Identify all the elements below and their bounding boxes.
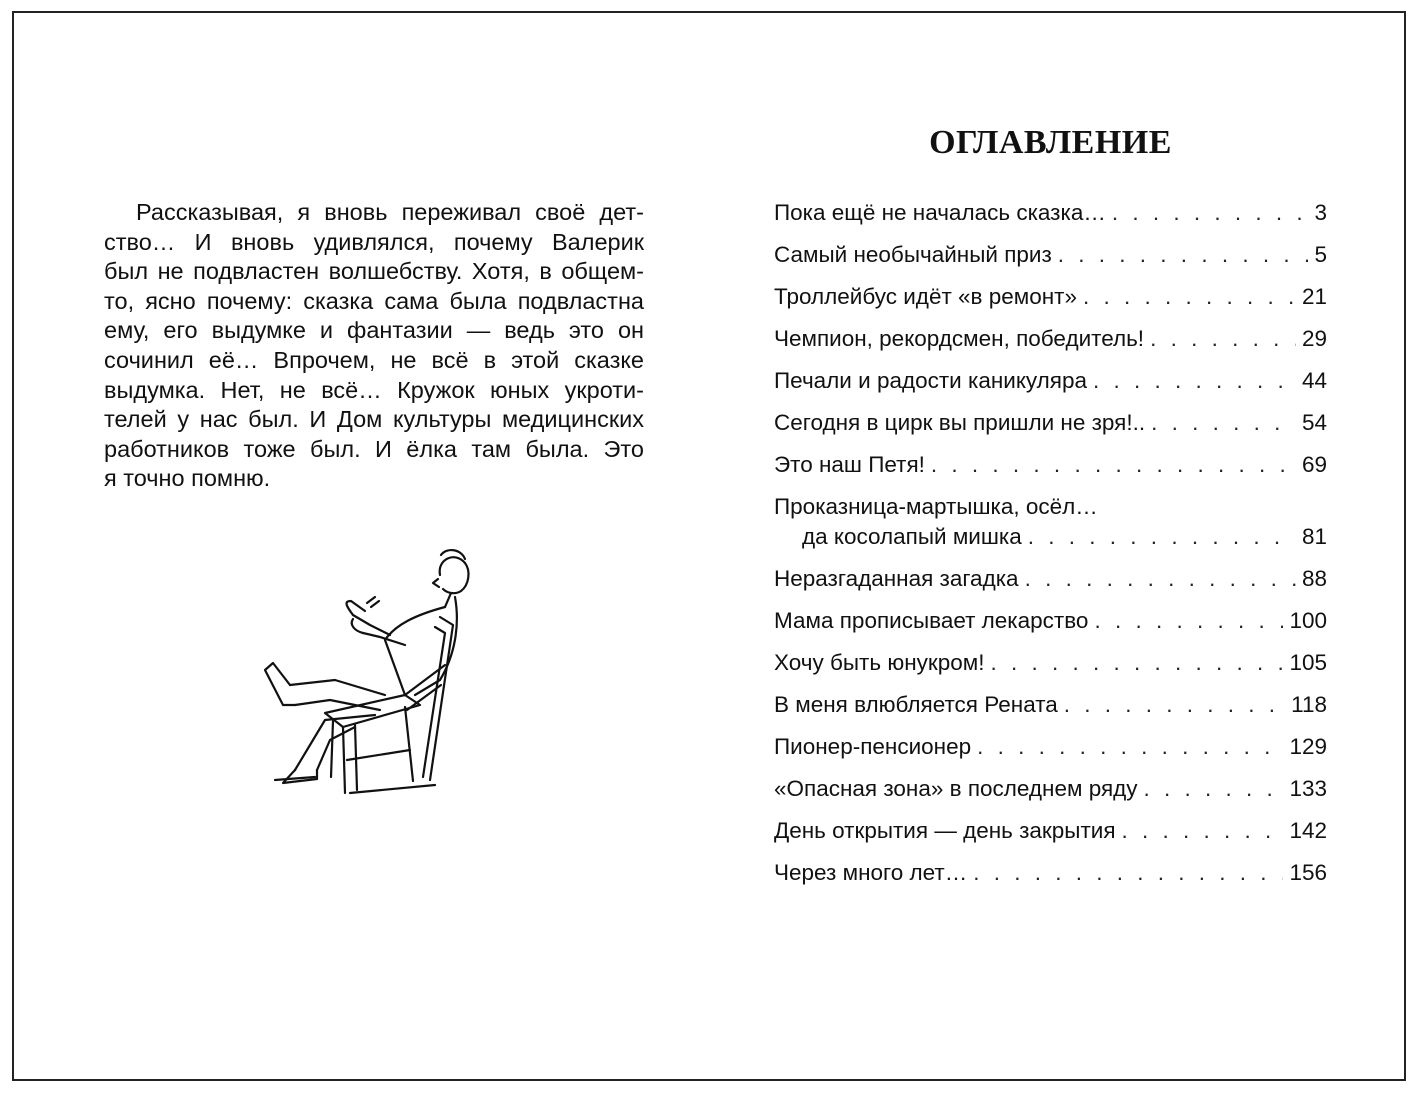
toc-entry-title: Это наш Петя! [774, 452, 925, 477]
toc-entry-title: Чемпион, рекордсмен, победитель! [774, 326, 1145, 351]
toc-entry-page: 54 [1301, 410, 1327, 435]
toc-entry-title-line1[interactable]: Проказница-мартышка, осёл… [774, 494, 1098, 519]
toc-leader-dots [1151, 410, 1296, 436]
toc-entry-page: 105 [1289, 650, 1327, 675]
text-line: то, ясно почему: сказка сама была подвластна [104, 287, 644, 314]
toc-entry-title: Самый необычайный приз [774, 242, 1052, 267]
text-line: телей у нас был. И Дом культуры медицинских [104, 406, 644, 433]
toc-entry-title: Пионер-пенсионер [774, 734, 972, 759]
toc-leader-dots [1064, 692, 1285, 718]
toc-entry-page: 142 [1289, 818, 1327, 843]
toc-leader-dots [1025, 566, 1296, 592]
toc-entry-page: 129 [1289, 734, 1327, 759]
toc-entry-page: 21 [1301, 284, 1327, 309]
boy-on-chair-illustration [255, 545, 475, 795]
toc-entry[interactable] [774, 776, 1327, 802]
toc-entry[interactable] [774, 818, 1327, 844]
toc-entry-page: 44 [1301, 368, 1327, 393]
text-line: я точно помню. [104, 465, 271, 492]
toc-entry-title: Печали и радости каникуляра [774, 368, 1088, 393]
toc-entry[interactable] [774, 410, 1327, 436]
toc-entry[interactable] [774, 242, 1327, 268]
toc-entry[interactable] [774, 326, 1327, 352]
toc-entry-title: Неразгаданная загадка [774, 566, 1019, 591]
toc-entry[interactable] [774, 650, 1327, 676]
text-line: сочинил её… Впрочем, не всё в этой сказке [104, 346, 644, 373]
toc-entry[interactable] [774, 860, 1327, 886]
toc-entry-page: 81 [1301, 524, 1327, 549]
toc-leader-dots [1083, 284, 1296, 310]
toc-entry-title: «Опасная зона» в последнем ряду [774, 776, 1138, 801]
text-line: выдумка. Нет, не всё… Кружок юных укроти- [104, 376, 644, 403]
text-line: Рассказывая, я вновь переживал своё дет- [136, 199, 644, 225]
toc-entry-title-line2: да косолапый мишка [802, 524, 1022, 549]
toc-entry[interactable] [774, 734, 1327, 760]
left-page-text [104, 198, 644, 494]
toc-entry-title: Хочу быть юнукром! [774, 650, 985, 675]
toc-leader-dots [1058, 242, 1309, 268]
toc-entry-page: 156 [1289, 860, 1327, 885]
toc-entry[interactable] [774, 566, 1327, 592]
text-line: работников тоже был. И ёлка там была. Это [104, 435, 644, 462]
toc-entry-title: В меня влюбляется Рената [774, 692, 1058, 717]
toc-entry[interactable] [774, 368, 1327, 394]
toc-entry-page: 88 [1301, 566, 1327, 591]
toc-entry-page: 29 [1301, 326, 1327, 351]
toc-entry-title: День открытия — день закрытия [774, 818, 1116, 843]
toc-leader-dots [990, 650, 1283, 676]
text-line: ему, его выдумке и фантазии — ведь это он [104, 317, 644, 344]
toc-entry-page: 69 [1301, 452, 1327, 477]
toc-leader-dots [1122, 818, 1284, 844]
toc-entry[interactable] [774, 200, 1327, 226]
toc-entry-title: Троллейбус идёт «в ремонт» [774, 284, 1077, 309]
toc-leader-dots [1093, 368, 1296, 394]
toc-leader-dots [977, 734, 1283, 760]
toc-entry[interactable] [774, 452, 1327, 478]
toc-entry-title: Через много лет… [774, 860, 968, 885]
toc-entry[interactable] [774, 524, 1327, 550]
toc-entry[interactable] [774, 692, 1327, 718]
toc-entry-page: 133 [1289, 776, 1327, 801]
toc-entry[interactable] [774, 284, 1327, 310]
toc-leader-dots [1150, 326, 1296, 352]
toc-leader-dots [1112, 200, 1309, 226]
toc-leader-dots [1094, 608, 1283, 634]
toc-entry-page: 100 [1289, 608, 1327, 633]
toc-entry-page: 118 [1291, 692, 1327, 717]
toc-leader-dots [973, 860, 1283, 886]
toc-entry-title: Мама прописывает лекарство [774, 608, 1089, 633]
text-line: был не подвластен волшебству. Хотя, в общем- [104, 258, 644, 285]
toc-leader-dots [931, 452, 1296, 478]
toc-entry-page: 5 [1314, 242, 1327, 267]
toc-heading: ОГЛАВЛЕНИЕ [929, 124, 1172, 161]
toc-leader-dots [1028, 524, 1296, 550]
toc-entry-page: 3 [1314, 200, 1327, 225]
toc-entry[interactable] [774, 608, 1327, 634]
text-line: ство… И вновь удивлялся, почему Валерик [104, 228, 644, 255]
toc-leader-dots [1144, 776, 1284, 802]
toc-entry-title: Пока ещё не началась сказка… [774, 200, 1106, 225]
toc-entry-title: Сегодня в цирк вы пришли не зря!.. [774, 410, 1146, 435]
